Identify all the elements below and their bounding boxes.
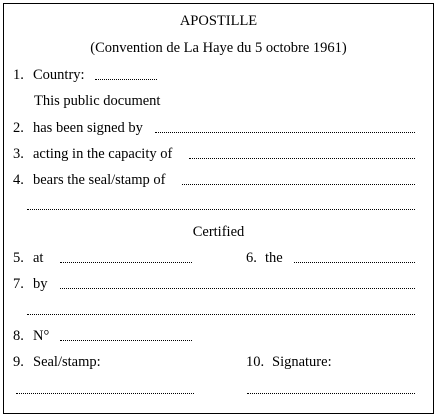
- signature-field[interactable]: [247, 393, 415, 394]
- at-number: 5.: [13, 250, 24, 266]
- at-field[interactable]: [60, 262, 192, 263]
- capacity-number: 3.: [13, 146, 24, 162]
- form-subtitle: (Convention de La Haye du 5 octobre 1961): [90, 40, 347, 56]
- number-field[interactable]: [60, 340, 192, 341]
- capacity-label: acting in the capacity of: [33, 146, 173, 162]
- date-label: the: [265, 250, 283, 266]
- signature-label: Signature:: [272, 354, 332, 370]
- seal-field-continued[interactable]: [27, 209, 415, 210]
- date-field[interactable]: [294, 262, 415, 263]
- country-label: Country:: [33, 67, 85, 83]
- signature-number: 10.: [246, 354, 265, 370]
- certified-heading: Certified: [192, 224, 245, 240]
- seal-stamp-label: Seal/stamp:: [33, 354, 101, 370]
- seal-label: bears the seal/stamp of: [33, 172, 166, 188]
- signed-by-number: 2.: [13, 120, 24, 136]
- seal-stamp-field[interactable]: [16, 393, 194, 394]
- capacity-field[interactable]: [189, 158, 415, 159]
- number-label: N°: [33, 328, 50, 344]
- seal-number: 4.: [13, 172, 24, 188]
- form-title: APOSTILLE: [179, 13, 258, 29]
- country-number: 1.: [13, 67, 24, 83]
- seal-field[interactable]: [182, 184, 415, 185]
- date-number: 6.: [246, 250, 257, 266]
- by-field[interactable]: [60, 288, 415, 289]
- by-number: 7.: [13, 276, 24, 292]
- by-field-continued[interactable]: [27, 314, 415, 315]
- by-label: by: [33, 276, 48, 292]
- seal-stamp-number: 9.: [13, 354, 24, 370]
- country-field[interactable]: [95, 79, 157, 80]
- number-number: 8.: [13, 328, 24, 344]
- signed-by-label: has been signed by: [33, 120, 143, 136]
- at-label: at: [33, 250, 44, 266]
- apostille-form: [3, 3, 434, 414]
- signed-by-field[interactable]: [155, 132, 415, 133]
- public-document-text: This public document: [34, 93, 161, 109]
